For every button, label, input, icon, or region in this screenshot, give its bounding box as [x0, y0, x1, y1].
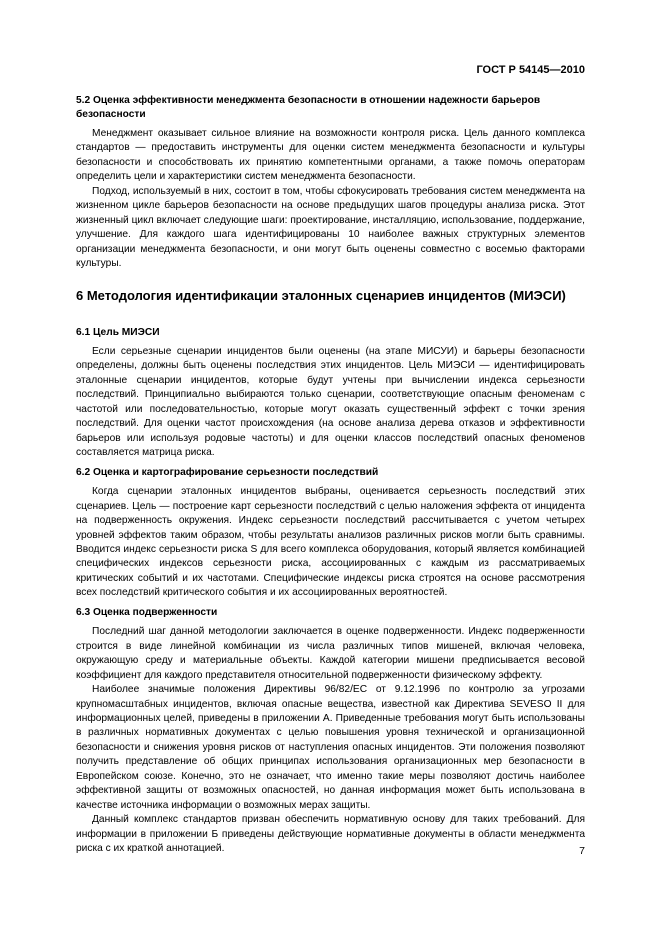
- section-5-2-paragraph-1: Менеджмент оказывает сильное влияние на возможности контроля риска. Цель данного комплекса стандартов — предоставить инструменты для оценки систем менеджмента безопасности и культуры безопасности и способствовать их принятию компетентными органами, а также помочь операторам определить цели и характеристики систем менеджмента безопасности.: [76, 128, 585, 183]
- section-6-1-paragraph-1: Если серьезные сценарии инцидентов были оценены (на этапе МИСУИ) и барьеры безопасности определены, должны быть оценены последствия этих инцидентов. Цель МИЭСИ — идентифицировать эталонные сценарии инцидентов, которые будут учтены при вычислении индекса серьезности последствий. Принципиально выбираются только сценарии, соответствующие опасным феноменам с частотой или последовательностью, которые могут оказать существенный эффект с точки зрения последствий. Для оценки частот происхождения (на основе анализа дерева отказов и эффективности барьеров или используя родовые частоты) и для оценки классов последствий опасных феноменов составляется матрица риска.: [76, 346, 585, 459]
- section-6-2-paragraph-1: Когда сценарии эталонных инцидентов выбраны, оценивается серьезность последствий этих сценариев. Цель — построение карт серьезности последствий с целью наложения эффекта от инцидента на подверженность окружения. Индекс серьезности последствий рассчитывается с учетом четырех уровней эффектов таким образом, чтобы результаты анализов различных рисков могли быть сравнимы. Вводится индекс серьезности риска S для всего комплекса оборудования, который является комбинацией специфических индексов серьезности риска, ассоциированных с каждым из рассматриваемых критических событий и их частотами. Специфические индексы риска строятся на основе рассмотрения всех последствий критического события и их ассоциированных вероятностей.: [76, 486, 585, 599]
- document-body: [76, 94, 585, 857]
- section-5-2-heading: 5.2 Оценка эффективности менеджмента безопасности в отношении надежности барьеров безопасности: [76, 95, 541, 120]
- section-5-2-paragraph-2: Подход, используемый в них, состоит в том, чтобы сфокусировать требования систем менеджмента на жизненном цикле барьеров безопасности на основе предыдущих шагов процедуры анализа риска. Этот жизненный цикл включает следующие шаги: проектирование, инсталляцию, использование, поддержание, улучшение. Для каждого шага идентифицированы 10 наиболее важных структурных элементов организации менеджмента безопасности, и они могут быть оценены совместно с восемью факторами культуры.: [76, 185, 585, 270]
- section-6-3-paragraph-1: Последний шаг данной методологии заключается в оценке подверженности. Индекс подверженности строится в виде линейной комбинации из числа различных типов мишеней, включая человека, окружающую среду и материальные объекты. Каждой категории мишени предписывается весовой коэффициент для каждого представителя относительной подверженности физическому эффекту.: [76, 626, 585, 681]
- section-6-heading: 6 Методология идентификации эталонных сценариев инцидентов (МИЭСИ): [76, 287, 566, 303]
- section-6-3-paragraph-2: Наиболее значимые положения Директивы 96/82/ЕС от 9.12.1996 по контролю за угрозами крупномасштабных инцидентов, включая опасные вещества, известной как Директива SEVESO II для информационных целей, приведены в приложении А. Приведенные требования могут быть использованы в различных нормативных документах с целью повышения уровня технической и организационной безопасности и снижения уровня рисков от наступления опасных инцидентов. Эти положения позволяют получить представление об общих принципах использования организационных мер безопасности в Европейском союзе. Конечно, это не означает, что именно такие меры позволяют достичь наиболее эффективной защиты от возможных опасностей, но данная информация может быть использована в качестве источника информации о возможных мерах защиты.: [76, 684, 585, 811]
- section-6-3-heading: 6.3 Оценка подверженности: [76, 606, 218, 618]
- section-6-2-heading: 6.2 Оценка и картографирование серьезности последствий: [76, 466, 379, 478]
- document-id-header: ГОСТ Р 54145—2010: [476, 64, 585, 76]
- page-number: 7: [579, 845, 585, 857]
- section-6-3-paragraph-3: Данный комплекс стандартов призван обеспечить нормативную основу для таких требований. Для информации в приложении Б приведены действующие нормативные документы в области менеджмента риска с их краткой аннотацией.: [76, 814, 585, 855]
- section-6-1-heading: 6.1 Цель МИЭСИ: [76, 326, 160, 338]
